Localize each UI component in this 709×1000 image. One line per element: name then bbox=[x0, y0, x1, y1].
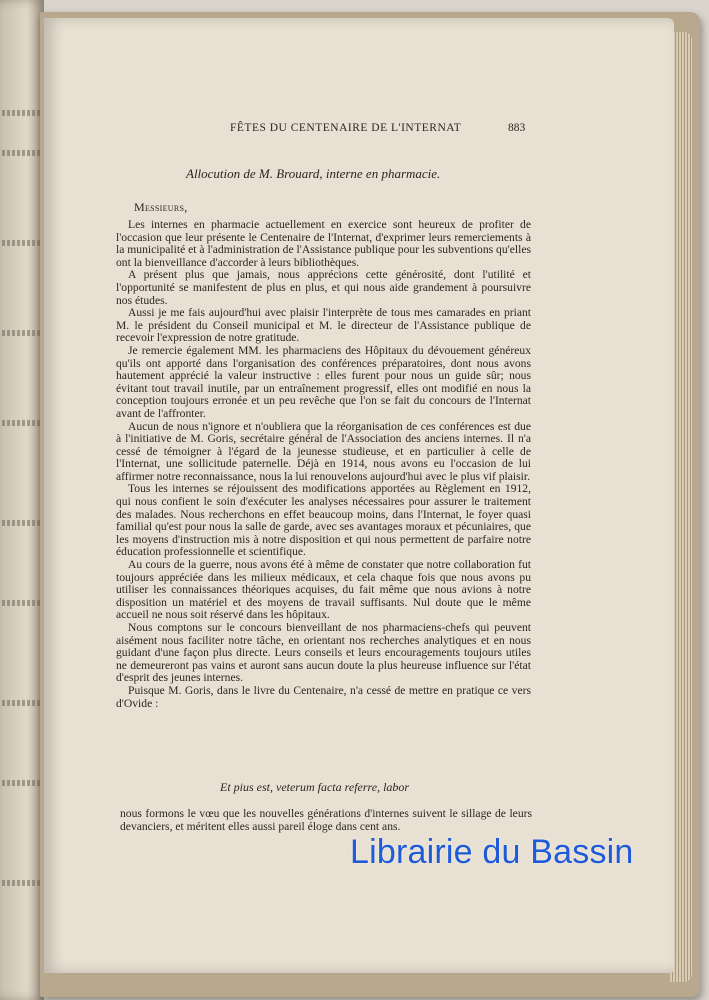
closing-paragraph: nous formons le vœu que les nouvelles générations d'internes suivent le sillage de leurs devanciers, et méritent elles aussi pareil éloge dans cent ans. bbox=[120, 807, 532, 833]
paragraph: Les internes en pharmacie actuellement en exercice sont heureux de profiter de l'occasion que leur présente le Centenaire de l'Internat, d'exprimer leurs remerciements à la municipalité et à l'administration de l'Assistance publique pour les subventions qu'elles ont la bienveillance d'accorder à leurs bibliothèques. bbox=[116, 218, 531, 269]
running-head: FÊTES DU CENTENAIRE DE L'INTERNAT bbox=[230, 122, 462, 134]
facing-page-text-fragment bbox=[2, 330, 40, 336]
facing-page-text-fragment bbox=[2, 600, 40, 606]
page-number: 883 bbox=[508, 122, 526, 134]
paragraph: Aussi je me fais aujourd'hui avec plaisir l'interprète de tous mes camarades en priant M. le président du Conseil municipal et M. le directeur de l'Assistance publique de recevoir l'expression de notre gratitude. bbox=[116, 306, 531, 345]
paragraph: Au cours de la guerre, nous avons été à même de constater que notre collaboration fut toujours appréciée dans les milieux médicaux, et cela chaque fois que nous avons pu utiliser les connaissances théoriques acquises, du fait même que nous avions à notre disposition un matériel et des moyens de travail suffisants. Nul doute que le même accueil ne nous soit réservé dans les hôpitaux. bbox=[116, 558, 531, 622]
paragraph: Je remercie également MM. les pharmaciens des Hôpitaux du dévouement généreux qu'ils ont apporté dans l'organisation des conférences préparatoires, dont nous avons hautement apprécié la valeur instructive : elles furent pour nous un guide sûr; nous évitant tout travail inutile, par un entraînement progressif, elles ont modifié en nous la conception toujours erronée et un peu revêche que l'on se fait du concours de l'Internat avant de l'affronter. bbox=[116, 343, 531, 420]
paragraph: Nous comptons sur le concours bienveillant de nos pharmaciens-chefs qui peuvent aisément nous faciliter notre tâche, en orientant nos recherches analytiques et en nous guidant d'une façon plus directe. Leurs conseils et leurs encouragements toujours utiles ne demeureront pas vains et auront sans aucun doute la plus heureuse influence sur l'état d'esprit des jeunes internes. bbox=[116, 621, 531, 685]
facing-page-text-fragment bbox=[2, 700, 40, 706]
facing-page-text-fragment bbox=[2, 420, 40, 426]
paragraph: Tous les internes se réjouissent des modifications apportées au Règlement en 1912, qui nous confient le soin d'exécuter les analyses nécessaires pour assurer le traitement des malades. Nous recherchons en effet beaucoup moins, dans l'Internat, le foyer quasi familial qu'est pour nous la salle de garde, avec ses avantages moraux et pécuniaires, que les moyens d'instruction mis à notre disposition et qui nous permettent de parfaire notre éducation professionnelle et scientifique. bbox=[116, 482, 531, 559]
ovid-quote: Et pius est, veterum facta referre, labor bbox=[220, 780, 410, 794]
facing-page-text-fragment bbox=[2, 880, 40, 886]
facing-page bbox=[0, 0, 44, 1000]
salutation: Messieurs, bbox=[134, 200, 188, 214]
paragraph: A présent plus que jamais, nous apprécions cette générosité, dont l'utilité et l'opportunité se manifestent de plus en plus, et qui nous aide grandement à poursuivre nos études. bbox=[116, 268, 531, 307]
facing-page-text-fragment bbox=[2, 110, 40, 116]
facing-page-text-fragment bbox=[2, 240, 40, 246]
bookseller-watermark: Librairie du Bassin bbox=[350, 833, 634, 871]
paragraph: Aucun de nous n'ignore et n'oubliera que la réorganisation de ces conférences est due à l'initiative de M. Goris, secrétaire général de l'Association des anciens internes. Il n'a cessé de témoigner à l'égard de la jeunesse studieuse, et en particulier à celle de l'Internat, une sollicitude paternelle. Déjà en 1914, nous avons eu l'occasion de lui affirmer notre reconnaissance, nous la lui renouvelons aujourd'hui avec le plus vif plaisir. bbox=[116, 419, 531, 483]
article-body bbox=[116, 219, 531, 710]
article-heading: Allocution de M. Brouard, interne en pharmacie. bbox=[186, 166, 441, 181]
paragraph: Puisque M. Goris, dans le livre du Centenaire, n'a cessé de mettre en pratique ce vers d'Ovide : bbox=[116, 683, 531, 710]
facing-page-text-fragment bbox=[2, 780, 40, 786]
facing-page-text-fragment bbox=[2, 520, 40, 526]
facing-page-text-fragment bbox=[2, 150, 40, 156]
